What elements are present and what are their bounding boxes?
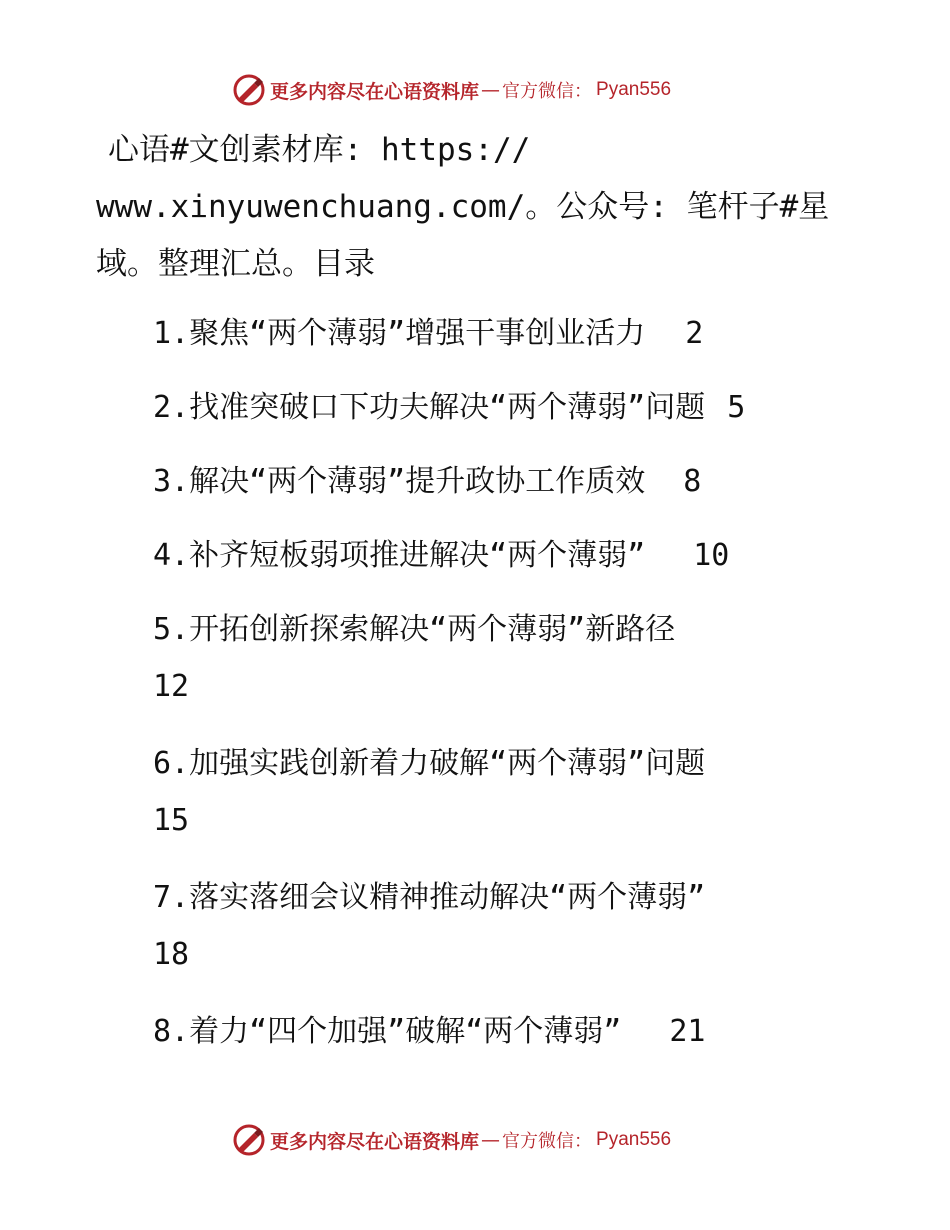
watermark-wechat-id: Pyan556 xyxy=(596,79,672,100)
toc-page: 8 xyxy=(683,464,702,499)
toc-entry-5[interactable] xyxy=(153,601,675,715)
toc-title: 2.找准突破口下功夫解决“两个薄弱”问题 xyxy=(153,390,706,425)
watermark-wechat-label: 官方微信： xyxy=(502,81,593,102)
watermark-banner-top xyxy=(232,70,671,110)
toc-entry-7[interactable] xyxy=(153,869,705,983)
header-line-1: 心语#文创素材库: https:// xyxy=(108,132,531,168)
watermark-text: 更多内容尽在心语资料库 xyxy=(270,1130,480,1153)
header-line-2: www.xinyuwenchuang.com/。公众号: 笔杆子#星 xyxy=(96,189,830,225)
toc-title: 4.补齐短板弱项推进解决“两个薄弱” xyxy=(153,538,646,573)
toc-page: 5 xyxy=(727,390,746,425)
watermark-dash: — xyxy=(481,1129,501,1151)
toc-page: 15 xyxy=(153,803,190,838)
toc-entry-1[interactable] xyxy=(153,305,703,362)
header-line-3: 域。整理汇总。目录 xyxy=(96,246,375,282)
toc-page: 2 xyxy=(685,316,704,351)
pen-logo-icon xyxy=(232,73,266,107)
toc-title: 7.落实落细会议精神推动解决“两个薄弱” xyxy=(153,880,706,915)
toc-title: 5.开拓创新探索解决“两个薄弱”新路径 xyxy=(153,612,676,647)
watermark-wechat-id: Pyan556 xyxy=(596,1129,672,1150)
toc-page: 18 xyxy=(153,937,190,972)
toc-entry-2[interactable] xyxy=(153,379,745,436)
watermark-banner-bottom xyxy=(232,1120,671,1160)
toc-title: 3.解决“两个薄弱”提升政协工作质效 xyxy=(153,464,646,499)
watermark-wechat-label: 官方微信： xyxy=(502,1131,593,1152)
toc-title: 8.着力“四个加强”破解“两个薄弱” xyxy=(153,1014,622,1049)
watermark-text: 更多内容尽在心语资料库 xyxy=(270,80,480,103)
toc-entry-6[interactable] xyxy=(153,735,705,849)
toc-title: 1.聚焦“两个薄弱”增强干事创业活力 xyxy=(153,316,646,351)
header-paragraph xyxy=(96,122,856,293)
toc-page: 10 xyxy=(693,538,730,573)
toc-page: 12 xyxy=(153,669,190,704)
toc-entry-4[interactable] xyxy=(153,527,729,584)
toc-entry-3[interactable] xyxy=(153,453,701,510)
pen-logo-icon xyxy=(232,1123,266,1157)
toc-page: 21 xyxy=(669,1014,706,1049)
toc-title: 6.加强实践创新着力破解“两个薄弱”问题 xyxy=(153,746,706,781)
watermark-dash: — xyxy=(481,79,501,101)
toc-entry-8[interactable] xyxy=(153,1003,706,1060)
